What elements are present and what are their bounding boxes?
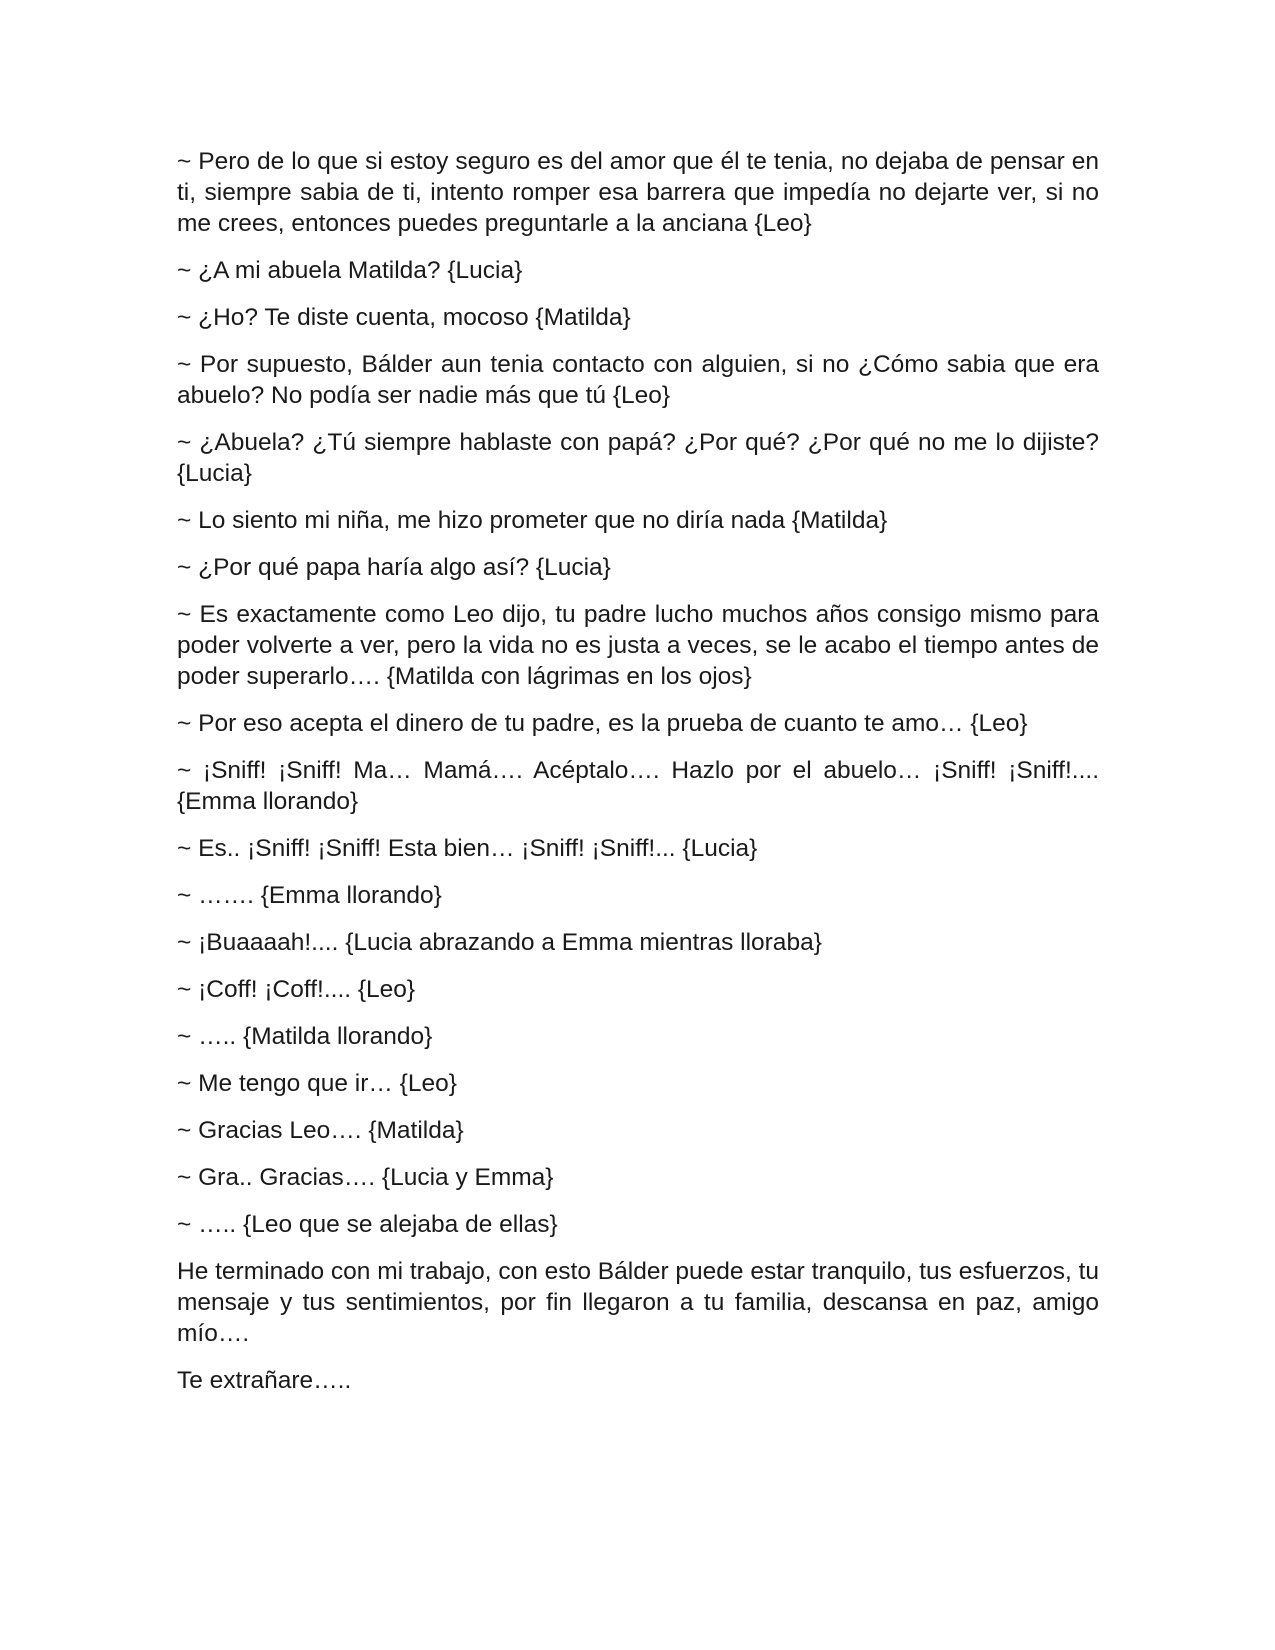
- paragraph-10: ~ ¡Sniff! ¡Sniff! Ma… Mamá…. Acéptalo…. Hazlo por el abuelo… ¡Sniff! ¡Sniff!.... {Emma llorando}: [177, 757, 1099, 815]
- paragraph-7: ~ ¿Por qué papa haría algo así? {Lucia}: [177, 554, 611, 581]
- paragraph-15: ~ ….. {Matilda llorando}: [177, 1023, 433, 1050]
- paragraph-5: ~ ¿Abuela? ¿Tú siempre hablaste con papá? ¿Por qué? ¿Por qué no me lo dijiste? {Lucia}: [177, 429, 1099, 487]
- paragraph-19: ~ ….. {Leo que se alejaba de ellas}: [177, 1211, 558, 1238]
- paragraph-18: ~ Gra.. Gracias…. {Lucia y Emma}: [177, 1164, 554, 1191]
- paragraph-20: He terminado con mi trabajo, con esto Bálder puede estar tranquilo, tus esfuerzos, tu mensaje y tus sentimientos, por fin llegaron a tu familia, descansa en paz, amigo mío….: [177, 1258, 1099, 1347]
- paragraph-9: ~ Por eso acepta el dinero de tu padre, es la prueba de cuanto te amo… {Leo}: [177, 710, 1028, 737]
- paragraph-8: ~ Es exactamente como Leo dijo, tu padre lucho muchos años consigo mismo para poder volverte a ver, pero la vida no es justa a veces, se le acabo el tiempo antes de poder superarlo…. {Matilda con lágrimas en los ojos}: [177, 601, 1099, 690]
- paragraph-17: ~ Gracias Leo…. {Matilda}: [177, 1117, 464, 1144]
- paragraph-3: ~ ¿Ho? Te diste cuenta, mocoso {Matilda}: [177, 304, 631, 331]
- document-body: [177, 146, 1099, 1412]
- paragraph-4: ~ Por supuesto, Bálder aun tenia contacto con alguien, si no ¿Cómo sabia que era abuelo? No podía ser nadie más que tú {Leo}: [177, 351, 1099, 409]
- paragraph-6: ~ Lo siento mi niña, me hizo prometer que no diría nada {Matilda}: [177, 507, 888, 534]
- paragraph-21: Te extrañare…..: [177, 1367, 352, 1394]
- paragraph-1: ~ Pero de lo que si estoy seguro es del amor que él te tenia, no dejaba de pensar en ti, siempre sabia de ti, intento romper esa barrera que impedía no dejarte ver, si no me crees, entonces puedes preguntarle a la anciana {Leo}: [177, 148, 1099, 237]
- paragraph-2: ~ ¿A mi abuela Matilda? {Lucia}: [177, 257, 523, 284]
- paragraph-12: ~ ……. {Emma llorando}: [177, 882, 442, 909]
- paragraph-14: ~ ¡Coff! ¡Coff!.... {Leo}: [177, 976, 416, 1003]
- paragraph-16: ~ Me tengo que ir… {Leo}: [177, 1070, 457, 1097]
- paragraph-13: ~ ¡Buaaaah!.... {Lucia abrazando a Emma mientras lloraba}: [177, 929, 822, 956]
- paragraph-11: ~ Es.. ¡Sniff! ¡Sniff! Esta bien… ¡Sniff! ¡Sniff!... {Lucia}: [177, 835, 758, 862]
